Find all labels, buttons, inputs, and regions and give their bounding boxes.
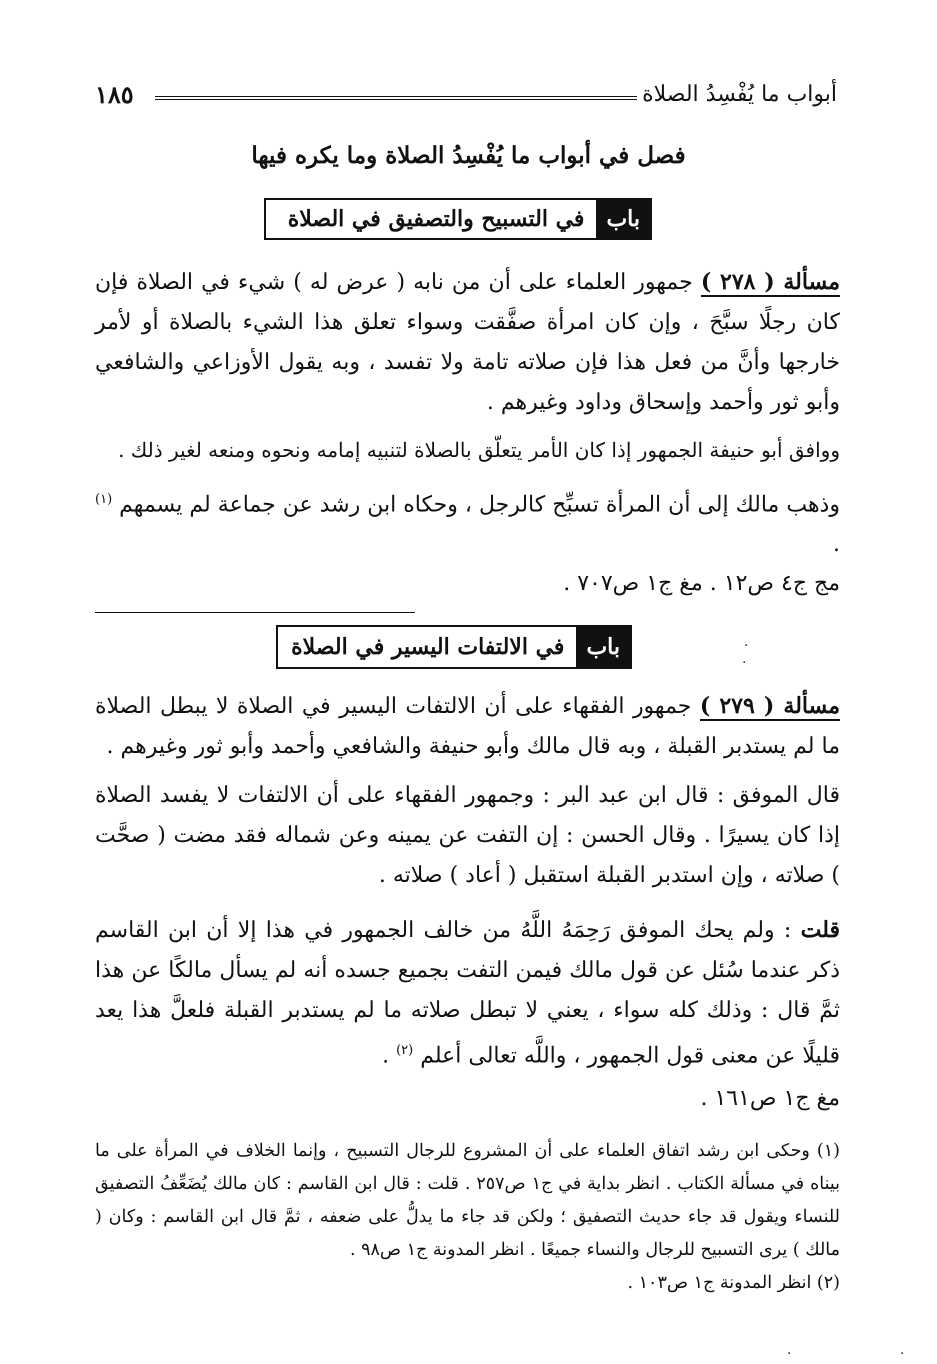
running-header — [95, 82, 837, 116]
masala-278 — [95, 262, 840, 423]
scan-speck: · — [900, 1346, 905, 1362]
chapter-title: فصل في أبواب ما يُفْسِدُ الصلاة وما يكره فيها — [251, 142, 686, 169]
reference-1: مج ج٤ ص١٢ . مغ ج١ ص٧٠٧ . — [563, 571, 840, 596]
scan-speck: · — [744, 638, 749, 654]
section-heading-iltifat — [276, 625, 632, 669]
scan-speck: · — [787, 1346, 792, 1362]
section-title: في الالتفات اليسير في الصلاة — [291, 634, 565, 660]
qultu-label: قلت — [800, 917, 840, 943]
section-tag: باب — [596, 200, 650, 238]
footnote-marker-1: (١) — [95, 492, 113, 507]
masala-text: جمهور الفقهاء على أن الالتفات اليسير في الصلاة لا يبطل الصلاة ما لم يستدبر القبلة ، وبه قال مالك وأبو حنيفة والشافعي وأحمد وأبو ثور وغيرهم . — [95, 694, 840, 759]
footnote-marker-2: (٢) — [396, 1043, 414, 1058]
running-title: أبواب ما يُفْسِدُ الصلاة — [642, 82, 837, 107]
paragraph-end: . — [833, 532, 840, 558]
section-heading-tasbih — [264, 198, 652, 240]
footnote-1: (١) وحكى ابن رشد اتفاق العلماء على أن المشروع للرجال التسبيح ، وإنما الخلاف في المرأة على ما بيناه في مسألة الكتاب . انظر بداية في ج١ ص٢٥٧ . قلت : قال ابن القاسم : كان مالك يُضَعِّفُ التصفيق للنساء ويقول قد جاء حديث التصفيق ؛ ولكن قد جاء ما يدلُّ على ضعفه ، ثمَّ قال ابن القاسم : وكان ( مالك ) يرى التسبيح للرجال والنساء جميعًا . انظر المدونة ج١ ص٩٨ . — [95, 1141, 840, 1260]
paragraph-text: وذهب مالك إلى أن المرأة تسبِّح كالرجل ، وحكاه ابن رشد عن جماعة لم يسمهم — [119, 492, 840, 518]
paragraph-end: . — [382, 1043, 397, 1069]
paragraph-text: : ولم يحك الموفق رَحِمَهُ اللَّهُ من خالف الجمهور في هذا إلا أن ابن القاسم ذكر عندما سُئل عن قول مالك فيمن التفت بجميع جسده أنه لم يسأل مالكًا عن هذا ثمَّ قال : وذلك كله سواء ، يعني لا تبطل صلاته ما لم يستدبر القبلة فلعلَّ هذا يعد قليلًا عن معنى قول الجمهور ، واللَّه تعالى أعلم — [95, 918, 840, 1069]
page-number: ١٨٥ — [95, 80, 134, 109]
footnote-2: (٢) انظر المدونة ج١ ص١٠٣ . — [627, 1273, 840, 1293]
paragraph-text: ووافق أبو حنيفة الجمهور إذا كان الأمر يتعلّق بالصلاة لتنبيه إمامه ونحوه ومنعه لغير ذلك . — [118, 438, 840, 462]
paragraph-malik — [95, 480, 840, 565]
footnotes — [95, 1135, 840, 1300]
paragraph-abu-hanifa — [95, 430, 840, 471]
reference-rule — [95, 612, 415, 613]
masala-label: مسألة ( ٢٧٩ ) — [699, 693, 841, 719]
section-title: في التسبيح والتصفيق في الصلاة — [287, 206, 585, 232]
header-rule — [155, 96, 637, 100]
scan-speck: · — [742, 655, 747, 671]
section-tag: باب — [576, 627, 630, 667]
masala-279 — [95, 686, 840, 767]
paragraph-text: قال الموفق : قال ابن عبد البر : وجمهور الفقهاء على أن الالتفات لا يفسد الصلاة إذا كان يسيرًا . وقال الحسن : إن التفت عن يمينه وعن شماله فقد مضت ( صحَّت ) صلاته ، وإن استدبر القبلة استقبل ( أعاد ) صلاته . — [95, 783, 840, 888]
reference-2: مغ ج١ ص١٦١ . — [700, 1086, 840, 1111]
masala-label: مسألة ( ٢٧٨ ) — [700, 269, 840, 295]
paragraph-qultu — [95, 910, 840, 1076]
masala-text: جمهور العلماء على أن من نابه ( عرض له ) شيء في الصلاة فإن كان رجلًا سبَّحَ ، وإن كان امرأة صفَّقت وسواء تعلق هذا الشيء بالصلاة أو لأمر خارجها وأنَّ من فعل هذا فإن صلاته تامة ولا تفسد ، وبه يقول الأوزاعي والشافعي وأبو ثور وأحمد وإسحاق وداود وغيرهم . — [95, 270, 840, 415]
paragraph-muwaffaq — [95, 776, 840, 896]
